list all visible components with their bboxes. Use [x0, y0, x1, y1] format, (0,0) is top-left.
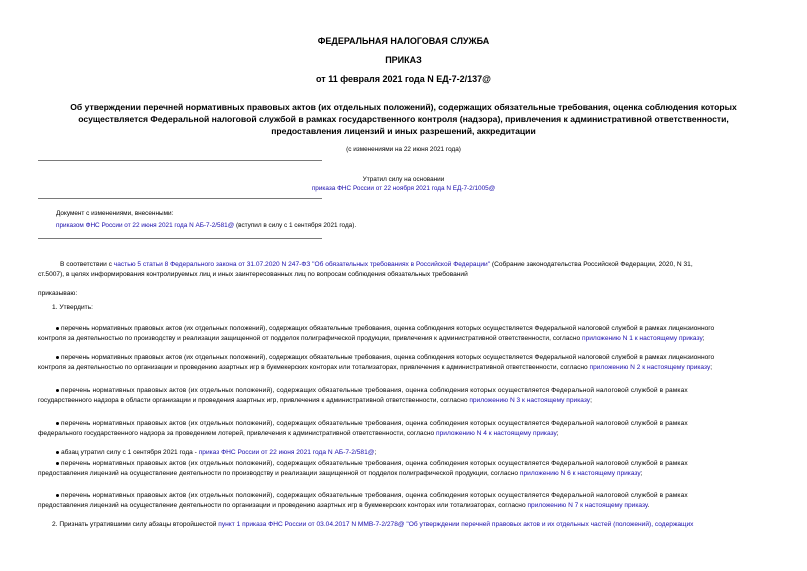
changes-row — [56, 221, 356, 231]
bullet-icon — [56, 422, 59, 425]
list-item — [38, 419, 768, 439]
order-word: приказываю: — [38, 290, 78, 297]
list-item-text: перечень нормативных правовых актов (их отдельных положений), содержащих обязательные требования, оценка соблюдения которых осуществляется Федеральной налоговой службой в рамках — [61, 492, 688, 499]
changes-suffix: (вступил в силу с 1 сентября 2021 года). — [234, 222, 357, 229]
list-item-end: ; — [556, 430, 559, 437]
list-item-text: контроля за деятельностью по организации и проведению азартных игр в букмекерских конторах или тотализаторах, привлечения к административной ответственности, согласно — [38, 364, 590, 371]
appendix-4-link[interactable]: приложению N 4 к настоящему приказу — [436, 430, 557, 437]
title-line: Об утверждении перечней нормативных правовых актов (их отдельных положений), содержащих обязательные требования, оценка соблюдения которых — [70, 102, 737, 112]
doc-title — [0, 101, 807, 137]
lost-force-link-row — [0, 184, 807, 194]
list-item — [38, 386, 768, 406]
lost-force-link[interactable]: приказа ФНС России от 22 ноября 2021 года N ЕД-7-2/1005@ — [311, 185, 496, 192]
repealed-text: абзац утратил силу с 1 сентября 2021 года - — [61, 449, 199, 456]
changes-label: Документ с изменениями, внесенными: — [56, 210, 174, 217]
list-item-text: перечень нормативных правовых актов (их отдельных положений), содержащих обязательные требования, оценка соблюдения которых осуществляется Федеральной налоговой службой в рамках лицензионного — [61, 325, 715, 332]
divider — [38, 238, 322, 239]
divider — [38, 160, 322, 161]
preamble-line — [38, 260, 768, 270]
divider — [38, 198, 322, 199]
list-item-end: ; — [710, 364, 713, 371]
list-item-text: контроля за деятельностью по производству и реализации защищенной от подделок полиграфической продукции, привлечения к административной ответственности, согласно — [38, 335, 582, 342]
list-item-text: перечень нормативных правовых актов (их отдельных положений), содержащих обязательные требования, оценка соблюдения которых осуществляется Федеральной налоговой службой в рамках — [61, 460, 688, 467]
list-item-end: ; — [640, 470, 643, 477]
preamble-text: (Собрание законодательства Российской Федерации, 2020, N 31, — [490, 261, 693, 268]
order-278-link[interactable]: пункт 1 приказа ФНС России от 03.04.2017 N ММВ-7-2/278@ "Об утверждении перечней правовых актов и их отдельных частей (положений), содержащих — [218, 521, 694, 528]
preamble-line: ст.5007), в целях информирования контролируемых лиц и иных заинтересованных лиц по вопросам соблюдения обязательных требований — [38, 271, 468, 278]
list-item-text: государственного надзора в области организации и проведения азартных игр, привлечения к административной ответственности, согласно — [38, 397, 470, 404]
list-item-text: предоставления лицензий на осуществление деятельности по организации и проведению азартных игр в букмекерских конторах или тотализаторах, согласно — [38, 502, 528, 509]
list-item — [38, 324, 768, 344]
list-item-text: перечень нормативных правовых актов (их отдельных положений), содержащих обязательные требования, оценка соблюдения которых осуществляется Федеральной налоговой службой в рамках лицензионного — [61, 354, 715, 361]
bullet-icon — [56, 327, 59, 330]
bullet-icon — [56, 356, 59, 359]
federal-law-link[interactable]: частью 5 статьи 8 Федерального закона от 31.07.2020 N 247-ФЗ "Об обязательных требованиях в Российской Федерации" — [113, 261, 491, 268]
agency-name: ФЕДЕРАЛЬНАЯ НАЛОГОВАЯ СЛУЖБА — [317, 36, 490, 46]
bullet-icon — [56, 462, 59, 465]
list-item — [38, 491, 768, 511]
bullet-icon — [56, 451, 59, 454]
preamble — [38, 260, 768, 280]
doc-date-number: от 11 февраля 2021 года N ЕД-7-2/137@ — [316, 74, 491, 84]
title-line: осуществляется Федеральной налоговой службой в рамках государственного контроля (надзора), привлечения к административной ответственности, — [78, 114, 729, 124]
preamble-prefix: В соответствии с — [60, 261, 114, 268]
list-item-end: ; — [374, 449, 377, 456]
amended-note: (с изменениями на 22 июня 2021 года) — [346, 146, 461, 153]
list-item — [38, 459, 768, 479]
list-item — [38, 353, 768, 373]
appendix-1-link[interactable]: приложению N 1 к настоящему приказу — [582, 335, 703, 342]
appendix-7-link[interactable]: приложению N 7 к настоящему приказу — [527, 502, 648, 509]
repealed-paragraph — [38, 448, 768, 458]
doc-type: ПРИКАЗ — [385, 55, 422, 65]
appendix-2-link[interactable]: приложению N 2 к настоящему приказу — [589, 364, 711, 371]
repealed-link[interactable]: приказ ФНС России от 22 июня 2021 года N АБ-7-2/581@ — [198, 449, 375, 456]
list-item-end: ; — [702, 335, 705, 342]
item-1: 1. Утвердить: — [52, 304, 93, 311]
bullet-icon — [56, 389, 59, 392]
list-item-text: федерального государственного надзора за проведением лотерей, привлечения к административной ответственности, согласно — [38, 430, 437, 437]
appendix-3-link[interactable]: приложению N 3 к настоящему приказу — [469, 397, 591, 404]
changes-link[interactable]: приказом ФНС России от 22 июня 2021 года N АБ-7-2/581@ — [56, 222, 235, 229]
lost-force-label: Утратил силу на основании — [362, 176, 445, 183]
item-2-text: 2. Признать утратившими силу абзацы второйшестой — [52, 521, 219, 528]
list-item-end: ; — [590, 397, 592, 404]
item-2 — [38, 520, 768, 530]
list-item-end: . — [647, 502, 650, 509]
list-item-text: перечень нормативных правовых актов (их отдельных положений), содержащих обязательные требования, оценка соблюдения которых осуществляется Федеральной налоговой службой в рамках — [61, 420, 688, 427]
title-line: предоставления лицензий и иных разрешений, аккредитации — [271, 126, 536, 136]
appendix-6-link[interactable]: приложению N 6 к настоящему приказу — [519, 470, 641, 477]
list-item-text: предоставления лицензий на осуществление деятельности по производству и реализации защищенной от подделок полиграфической продукции, согласно — [38, 470, 520, 477]
bullet-icon — [56, 494, 59, 497]
list-item-text: перечень нормативных правовых актов (их отдельных положений), содержащих обязательные требования, оценка соблюдения которых осуществляется Федеральной налоговой службой в рамках — [61, 387, 688, 394]
